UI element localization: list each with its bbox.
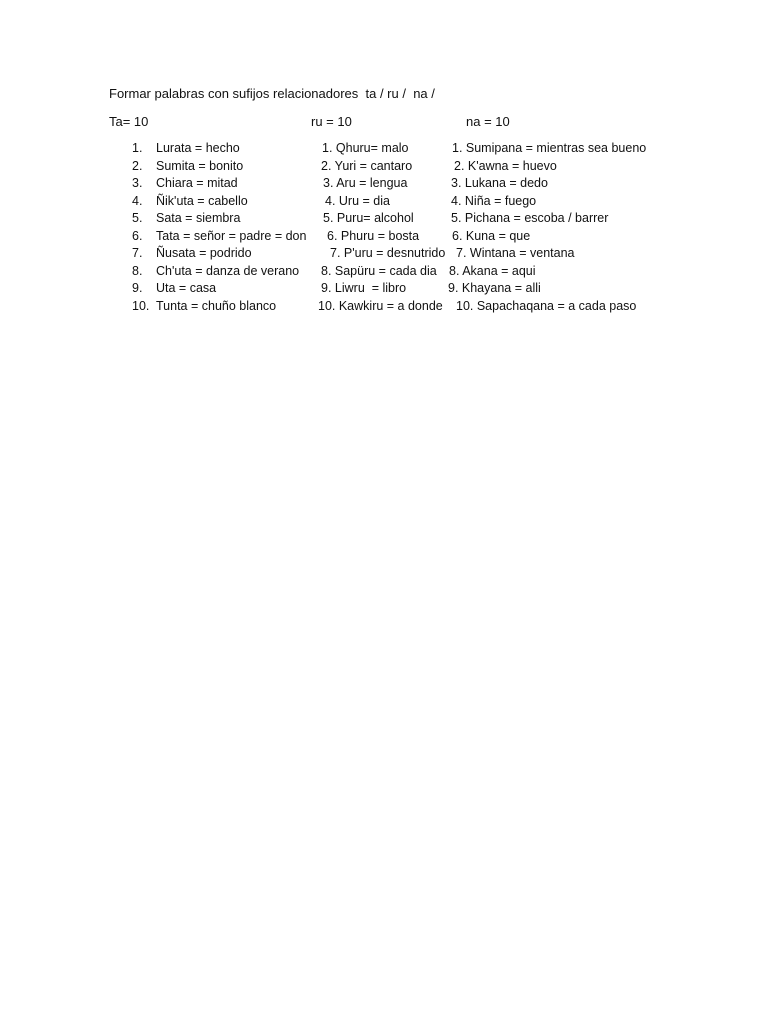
list-row	[0, 246, 768, 264]
ru-word: 9. Liwru = libro	[321, 281, 407, 295]
heading-ru: ru = 10	[311, 114, 352, 129]
ta-word: Sata = siembra	[156, 211, 241, 225]
ta-word: Uta = casa	[156, 281, 217, 295]
na-word: 6. Kuna = que	[452, 228, 531, 243]
ta-word: Sumita = bonito	[156, 158, 244, 173]
ru-word: 6. Phuru = bosta	[327, 228, 420, 243]
ru-word: 1. Qhuru= malo	[322, 141, 409, 155]
heading-na: na = 10	[466, 114, 510, 129]
list-row	[0, 159, 768, 177]
ta-word: Ch'uta = danza de verano	[156, 263, 300, 278]
na-word: 5. Pichana = escoba / barrer	[451, 211, 609, 225]
na-word: 4. Niña = fuego	[451, 193, 537, 208]
ta-word: Lurata = hecho	[156, 141, 240, 155]
ta-word: Ñusata = podrido	[156, 246, 252, 260]
list-row	[0, 141, 768, 159]
ru-word: 7. P'uru = desnutrido	[330, 246, 446, 260]
ta-word: Tata = señor = padre = don	[156, 228, 307, 243]
ru-word: 4. Uru = dia	[325, 193, 390, 208]
na-word: 10. Sapachaqana = a cada paso	[456, 298, 637, 313]
ta-word: Tunta = chuño blanco	[156, 298, 277, 313]
ru-word: 5. Puru= alcohol	[323, 211, 414, 225]
list-row	[0, 264, 768, 282]
heading-ta: Ta= 10	[109, 114, 149, 129]
row-number: 1.	[132, 141, 143, 155]
list-row	[0, 194, 768, 212]
ru-word: 8. Sapüru = cada dia	[321, 263, 437, 278]
row-number: 4.	[132, 193, 143, 208]
list-row	[0, 299, 768, 317]
na-word: 8. Akana = aqui	[449, 263, 536, 278]
list-row	[0, 211, 768, 229]
list-row	[0, 229, 768, 247]
na-word: 1. Sumipana = mientras sea bueno	[452, 141, 647, 155]
row-number: 3.	[132, 176, 143, 190]
na-word: 7. Wintana = ventana	[456, 246, 575, 260]
ru-word: 2. Yuri = cantaro	[321, 158, 413, 173]
list-row	[0, 176, 768, 194]
row-number: 7.	[132, 246, 143, 260]
na-word: 9. Khayana = alli	[448, 281, 541, 295]
row-number: 10.	[132, 298, 150, 313]
na-word: 3. Lukana = dedo	[451, 176, 548, 190]
ru-word: 3. Aru = lengua	[323, 176, 408, 190]
ta-word: Ñik'uta = cabello	[156, 193, 248, 208]
row-number: 9.	[132, 281, 143, 295]
list-row	[0, 281, 768, 299]
row-number: 5.	[132, 211, 143, 225]
na-word: 2. K'awna = huevo	[454, 158, 557, 173]
ru-word: 10. Kawkiru = a donde	[318, 298, 443, 313]
row-number: 2.	[132, 158, 143, 173]
ta-word: Chiara = mitad	[156, 176, 238, 190]
row-number: 8.	[132, 263, 143, 278]
document-title: Formar palabras con sufijos relacionadores ta / ru / na /	[109, 86, 435, 101]
row-number: 6.	[132, 228, 143, 243]
